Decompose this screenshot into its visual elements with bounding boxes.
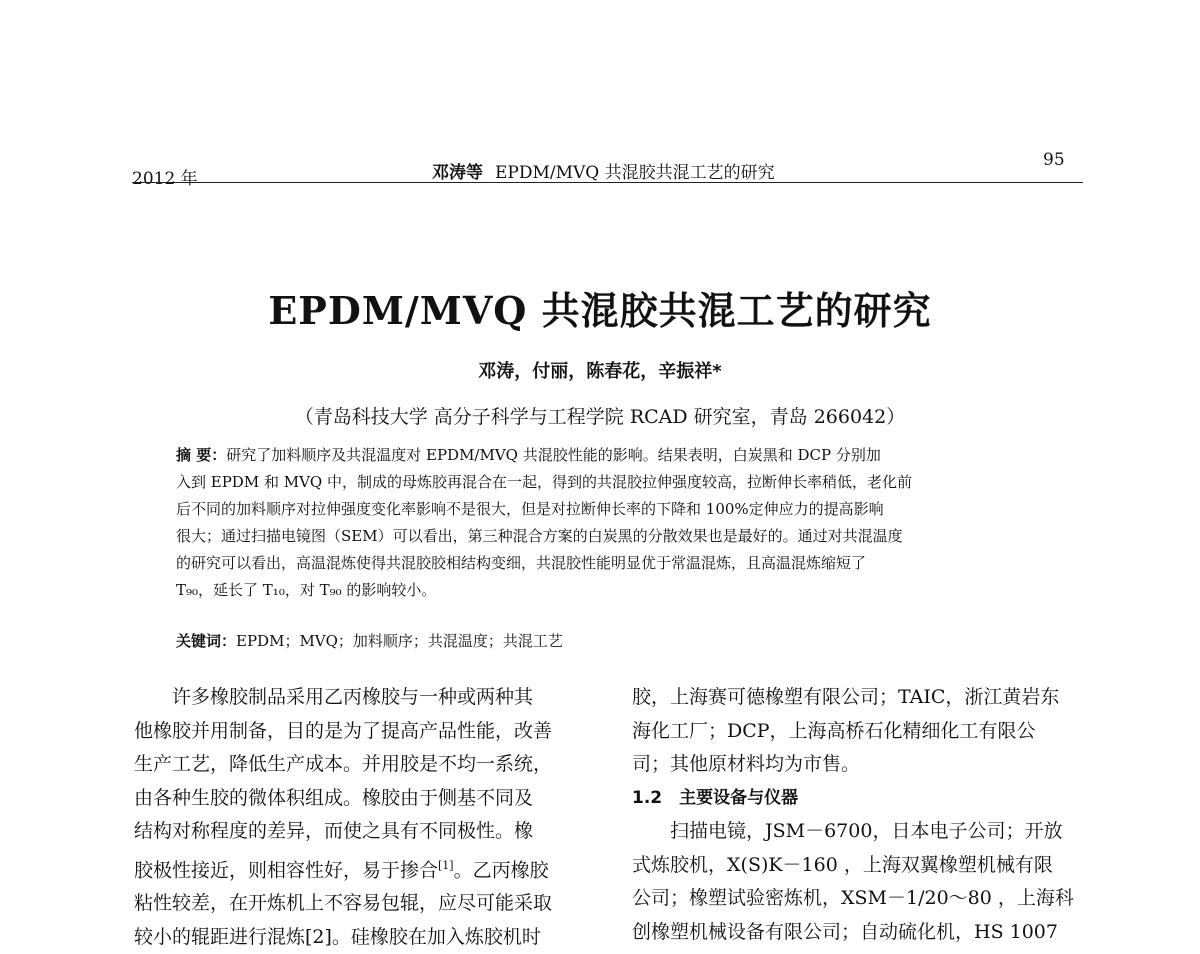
running-head	[0, 0, 1200, 200]
body-line: 许多橡胶制品采用乙丙橡胶与一种或两种其	[134, 686, 534, 708]
body-line: 公司；橡塑试验密炼机，XSM－1/20～80 ，上海科	[632, 887, 1074, 909]
body-line: 海化工厂；DCP，上海高桥石化精细化工有限公	[632, 719, 1036, 742]
body-line: 胶，上海赛可德橡塑有限公司；TAIC，浙江黄岩东	[632, 686, 1060, 708]
abstract-line: 的研究可以看出，高温混炼使得共混胶胶相结构变细，共混胶性能明显优于常温混炼，且高温混炼缩短了	[176, 554, 867, 572]
abstract-line: 入到 EPDM 和 MVQ 中，制成的母炼胶再混合在一起，得到的共混胶拉伸强度较高，拉断伸长率稍低，老化前	[176, 473, 912, 491]
body-column-right	[632, 681, 1087, 949]
section-heading: 1.2 主要设备与仪器	[632, 787, 799, 808]
body-line	[134, 849, 604, 888]
keywords	[176, 630, 563, 651]
running-head-year: 2012 年	[132, 169, 198, 189]
page-number: 95	[1043, 150, 1065, 170]
article-title: EPDM/MVQ 共混胶共混工艺的研究	[268, 288, 932, 333]
body-line: 结构对称程度的差异，而使之具有不同极性。橡	[134, 820, 534, 842]
article-authors: 邓涛，付丽，陈春花，辛振祥*	[478, 361, 722, 382]
abstract-text: 研究了加料顺序及共混温度对 EPDM/MVQ 共混胶性能的影响。结果表明，白炭黑和 DCP 分别加	[226, 446, 881, 464]
abstract-line	[176, 442, 1076, 469]
abstract-line: 后不同的加料顺序对拉伸强度变化率影响不是很大，但是对拉断伸长率的下降和 100%定伸应力的提高影响	[176, 500, 884, 518]
body-line: 粘性较差，在开炼机上不容易包辊，应尽可能采取	[134, 892, 553, 915]
header-rule	[132, 182, 1083, 183]
abstract-line: 很大；通过扫描电镜图（SEM）可以看出，第三种混合方案的白炭黑的分散效果也是最好的。通过对共混温度	[176, 527, 903, 545]
body-line: 生产工艺，降低生产成本。并用胶是不均一系统，	[134, 753, 553, 775]
body-line: 创橡塑机械设备有限公司；自动硫化机，HS 1007	[632, 920, 1058, 943]
abstract	[176, 442, 1076, 604]
keywords-label: 关键词：	[176, 632, 237, 650]
body-line: 扫描电镜，JSM－6700，日本电子公司；开放	[632, 820, 1063, 842]
running-head-authors: 邓涛等	[432, 163, 483, 183]
body-column-left	[134, 681, 604, 954]
body-text: 胶极性接近，则相容性好，易于掺合	[134, 858, 439, 881]
abstract-label: 摘 要：	[176, 446, 227, 464]
body-line: 他橡胶并用制备，目的是为了提高产品性能，改善	[134, 719, 553, 742]
body-line: 较小的辊距进行混炼[2]。硅橡胶在加入炼胶机时	[134, 925, 541, 948]
body-line: 由各种生胶的微体积组成。橡胶由于侧基不同及	[134, 786, 534, 809]
keywords-text: EPDM；MVQ；加料顺序；共混温度；共混工艺	[236, 632, 563, 650]
body-line: 司；其他原材料均为市售。	[632, 753, 861, 775]
body-text: 。乙丙橡胶	[453, 858, 549, 881]
citation[interactable]: [1]	[438, 858, 454, 872]
running-head-title: EPDM/MVQ 共混胶共混工艺的研究	[495, 163, 775, 183]
abstract-line: T₉₀，延长了 T₁₀，对 T₉₀ 的影响较小。	[176, 581, 437, 599]
article-affiliation: （青岛科技大学 高分子科学与工程学院 RCAD 研究室，青岛 266042）	[294, 406, 906, 428]
running-head-title-block	[432, 158, 775, 183]
body-line: 式炼胶机，X(S)K－160 ，上海双翼橡塑机械有限	[632, 853, 1053, 876]
